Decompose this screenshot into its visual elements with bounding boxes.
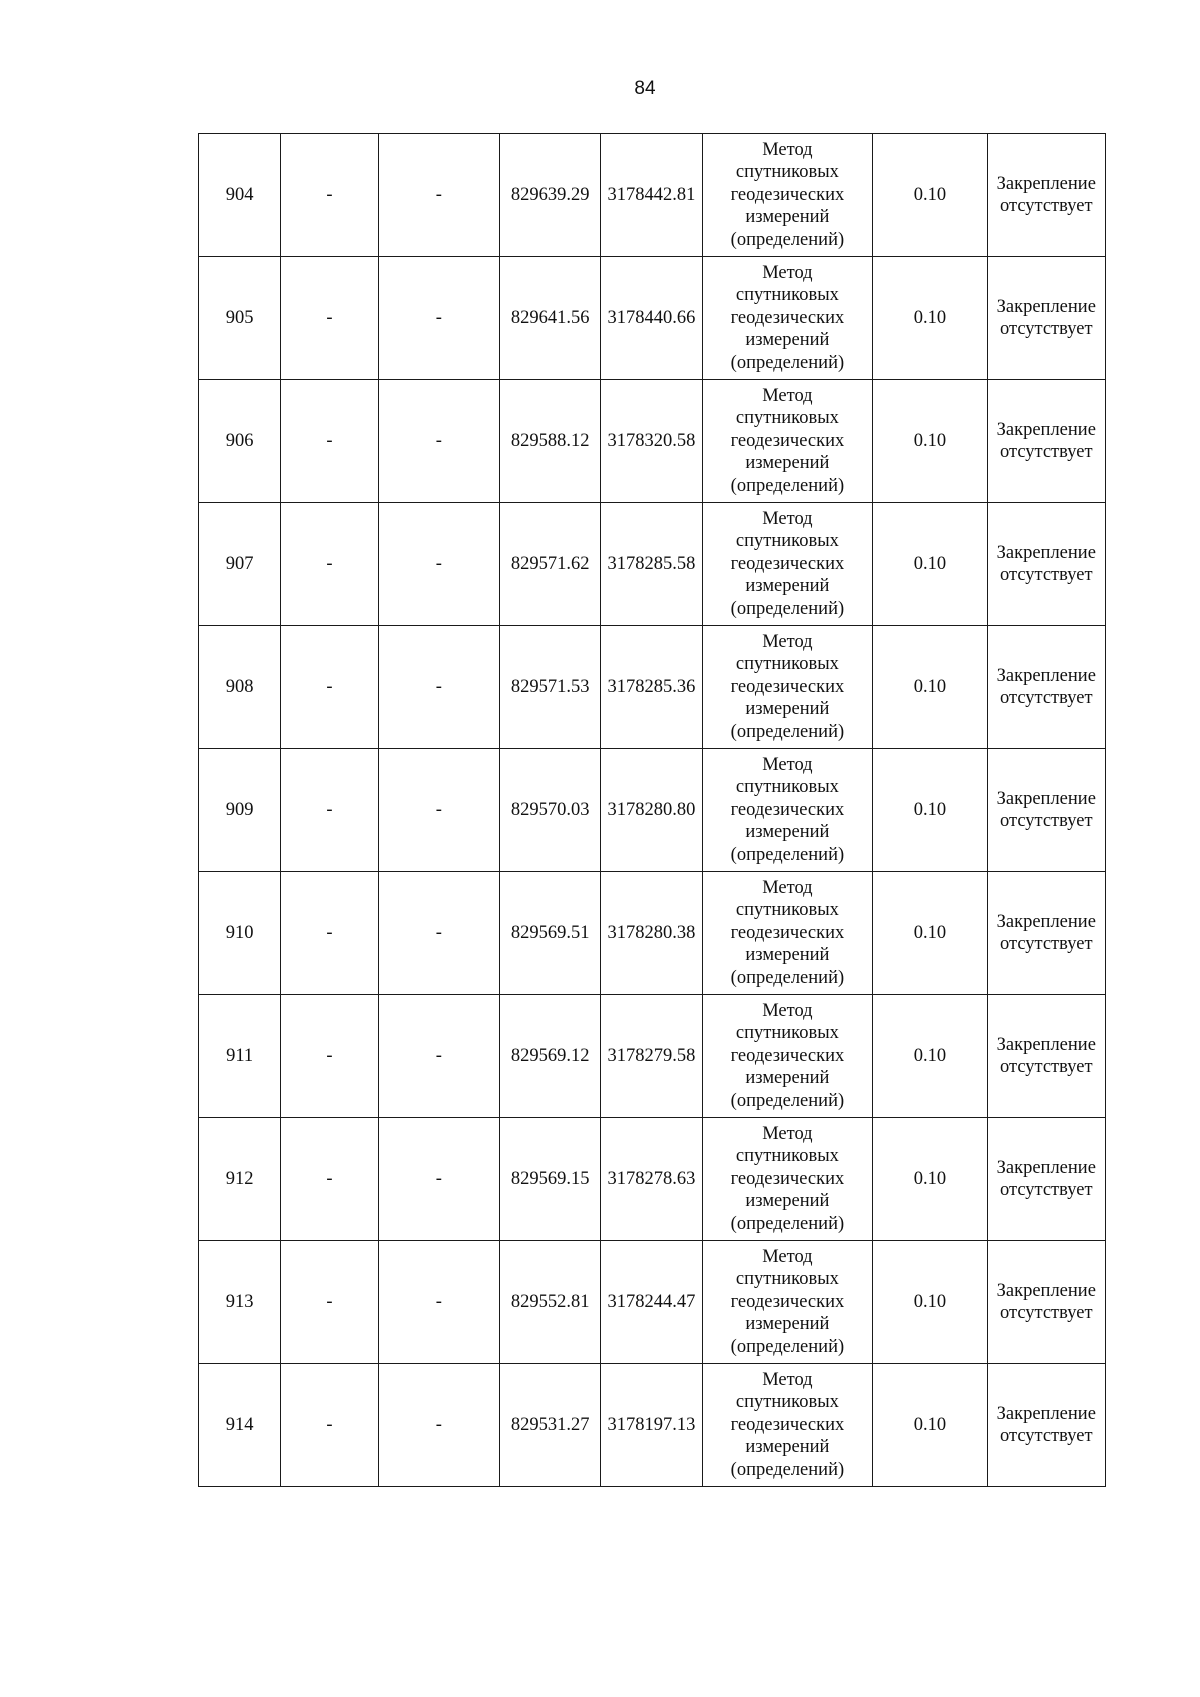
empty-value-dash: - — [281, 872, 378, 995]
method-cell-line: (определений) — [730, 721, 845, 742]
method-cell-line: спутниковых — [735, 654, 839, 675]
fixation-cell-line: Закрепление — [996, 665, 1096, 686]
coordinate-x: 829571.62 — [499, 503, 600, 626]
page-number: 84 — [634, 78, 656, 99]
point-number: 910 — [199, 872, 281, 995]
fixation-cell — [987, 257, 1105, 380]
empty-value-dash: - — [378, 134, 499, 257]
empty-value-dash: - — [378, 626, 499, 749]
fixation-cell-line: отсутствует — [1000, 688, 1093, 708]
fixation-cell — [987, 134, 1105, 257]
method-cell — [702, 134, 873, 257]
point-number: 912 — [199, 1118, 281, 1241]
method-cell-line: (определений) — [730, 352, 845, 373]
method-cell — [702, 1118, 873, 1241]
empty-value-dash: - — [378, 1241, 499, 1364]
method-cell-line: Метод — [762, 385, 813, 406]
precision-value: 0.10 — [873, 503, 987, 626]
method-cell — [702, 995, 873, 1118]
coordinate-x: 829569.12 — [499, 995, 600, 1118]
point-number: 914 — [199, 1364, 281, 1487]
method-cell-line: геодезических — [730, 553, 845, 574]
table-row — [199, 134, 1106, 257]
method-cell-line: измерений — [745, 330, 830, 351]
fixation-cell-line: отсутствует — [1000, 811, 1093, 831]
empty-value-dash: - — [281, 1118, 378, 1241]
table-row — [199, 1118, 1106, 1241]
empty-value-dash: - — [281, 1241, 378, 1364]
fixation-cell-line: Закрепление — [996, 173, 1096, 194]
method-cell — [702, 503, 873, 626]
fixation-cell — [987, 1241, 1105, 1364]
method-cell — [702, 1241, 873, 1364]
table-row — [199, 872, 1106, 995]
fixation-cell — [987, 872, 1105, 995]
fixation-cell — [987, 626, 1105, 749]
method-cell-line: (определений) — [730, 967, 845, 988]
method-cell-line: (определений) — [730, 1336, 845, 1357]
method-cell-line: Метод — [762, 508, 813, 529]
table-row — [199, 380, 1106, 503]
method-cell-line: спутниковых — [735, 777, 839, 798]
method-cell-line: геодезических — [730, 1045, 845, 1066]
method-cell-line: спутниковых — [735, 531, 839, 552]
method-cell-line: спутниковых — [735, 408, 839, 429]
fixation-cell-line: Закрепление — [996, 419, 1096, 440]
method-cell-line: геодезических — [730, 307, 845, 328]
coordinates-table — [198, 133, 1106, 1487]
precision-value: 0.10 — [873, 1241, 987, 1364]
method-cell-line: (определений) — [730, 1213, 845, 1234]
method-cell-line: Метод — [762, 1123, 813, 1144]
precision-value: 0.10 — [873, 626, 987, 749]
table-row — [199, 749, 1106, 872]
empty-value-dash: - — [281, 503, 378, 626]
table-row — [199, 995, 1106, 1118]
empty-value-dash: - — [378, 872, 499, 995]
method-cell — [702, 257, 873, 380]
empty-value-dash: - — [378, 257, 499, 380]
precision-value: 0.10 — [873, 257, 987, 380]
empty-value-dash: - — [281, 134, 378, 257]
method-cell-line: (определений) — [730, 1090, 845, 1111]
empty-value-dash: - — [281, 1364, 378, 1487]
coordinate-y: 3178279.58 — [601, 995, 702, 1118]
method-cell-line: геодезических — [730, 430, 845, 451]
coordinate-x: 829588.12 — [499, 380, 600, 503]
point-number: 906 — [199, 380, 281, 503]
empty-value-dash: - — [281, 257, 378, 380]
method-cell-line: измерений — [745, 945, 830, 966]
method-cell-line: геодезических — [730, 1291, 845, 1312]
method-cell-line: спутниковых — [735, 285, 839, 306]
method-cell-line: измерений — [745, 1314, 830, 1335]
fixation-cell-line: отсутствует — [1000, 319, 1093, 339]
fixation-cell — [987, 749, 1105, 872]
coordinate-x: 829569.15 — [499, 1118, 600, 1241]
fixation-cell-line: отсутствует — [1000, 565, 1093, 585]
fixation-cell — [987, 380, 1105, 503]
method-cell-line: Метод — [762, 139, 813, 160]
method-cell-line: Метод — [762, 1000, 813, 1021]
method-cell-line: Метод — [762, 1246, 813, 1267]
coordinate-y: 3178285.58 — [601, 503, 702, 626]
coordinate-y: 3178278.63 — [601, 1118, 702, 1241]
point-number: 904 — [199, 134, 281, 257]
point-number: 907 — [199, 503, 281, 626]
precision-value: 0.10 — [873, 134, 987, 257]
precision-value: 0.10 — [873, 872, 987, 995]
coordinate-x: 829641.56 — [499, 257, 600, 380]
method-cell — [702, 1364, 873, 1487]
method-cell-line: (определений) — [730, 1459, 845, 1480]
empty-value-dash: - — [378, 503, 499, 626]
fixation-cell-line: отсутствует — [1000, 934, 1093, 954]
coordinate-y: 3178280.38 — [601, 872, 702, 995]
fixation-cell-line: Закрепление — [996, 911, 1096, 932]
method-cell-line: измерений — [745, 453, 830, 474]
coordinate-x: 829639.29 — [499, 134, 600, 257]
method-cell-line: Метод — [762, 754, 813, 775]
table-row — [199, 503, 1106, 626]
method-cell-line: (определений) — [730, 229, 845, 250]
method-cell-line: Метод — [762, 262, 813, 283]
precision-value: 0.10 — [873, 749, 987, 872]
method-cell-line: спутниковых — [735, 1392, 839, 1413]
table-row — [199, 257, 1106, 380]
empty-value-dash: - — [378, 749, 499, 872]
empty-value-dash: - — [378, 380, 499, 503]
point-number: 909 — [199, 749, 281, 872]
method-cell-line: спутниковых — [735, 162, 839, 183]
method-cell — [702, 380, 873, 503]
method-cell-line: геодезических — [730, 799, 845, 820]
method-cell-line: (определений) — [730, 475, 845, 496]
point-number: 908 — [199, 626, 281, 749]
precision-value: 0.10 — [873, 995, 987, 1118]
table-row — [199, 1364, 1106, 1487]
fixation-cell-line: отсутствует — [1000, 1303, 1093, 1323]
point-number: 905 — [199, 257, 281, 380]
coordinate-y: 3178244.47 — [601, 1241, 702, 1364]
method-cell — [702, 626, 873, 749]
method-cell-line: (определений) — [730, 598, 845, 619]
fixation-cell — [987, 1364, 1105, 1487]
fixation-cell — [987, 1118, 1105, 1241]
point-number: 913 — [199, 1241, 281, 1364]
method-cell — [702, 749, 873, 872]
method-cell-line: измерений — [745, 576, 830, 597]
method-cell-line: Метод — [762, 877, 813, 898]
method-cell-line: измерений — [745, 699, 830, 720]
empty-value-dash: - — [378, 1118, 499, 1241]
fixation-cell-line: отсутствует — [1000, 1180, 1093, 1200]
method-cell-line: измерений — [745, 822, 830, 843]
empty-value-dash: - — [281, 749, 378, 872]
fixation-cell-line: отсутствует — [1000, 442, 1093, 462]
fixation-cell-line: Закрепление — [996, 1034, 1096, 1055]
method-cell — [702, 872, 873, 995]
coordinate-x: 829552.81 — [499, 1241, 600, 1364]
coordinate-y: 3178285.36 — [601, 626, 702, 749]
table-body — [199, 134, 1106, 1487]
method-cell-line: спутниковых — [735, 1269, 839, 1290]
fixation-cell-line: Закрепление — [996, 542, 1096, 563]
coordinate-y: 3178442.81 — [601, 134, 702, 257]
method-cell-line: измерений — [745, 1068, 830, 1089]
empty-value-dash: - — [281, 626, 378, 749]
fixation-cell-line: отсутствует — [1000, 1057, 1093, 1077]
method-cell-line: спутниковых — [735, 900, 839, 921]
coordinate-x: 829570.03 — [499, 749, 600, 872]
precision-value: 0.10 — [873, 1118, 987, 1241]
fixation-cell-line: Закрепление — [996, 1280, 1096, 1301]
coordinate-x: 829571.53 — [499, 626, 600, 749]
table-row — [199, 626, 1106, 749]
method-cell-line: измерений — [745, 1437, 830, 1458]
method-cell-line: (определений) — [730, 844, 845, 865]
fixation-cell — [987, 503, 1105, 626]
empty-value-dash: - — [281, 995, 378, 1118]
coordinate-y: 3178440.66 — [601, 257, 702, 380]
point-number: 911 — [199, 995, 281, 1118]
fixation-cell-line: Закрепление — [996, 1157, 1096, 1178]
method-cell-line: геодезических — [730, 922, 845, 943]
precision-value: 0.10 — [873, 1364, 987, 1487]
empty-value-dash: - — [378, 995, 499, 1118]
fixation-cell — [987, 995, 1105, 1118]
coordinate-x: 829531.27 — [499, 1364, 600, 1487]
fixation-cell-line: отсутствует — [1000, 196, 1093, 216]
method-cell-line: спутниковых — [735, 1146, 839, 1167]
coordinate-y: 3178320.58 — [601, 380, 702, 503]
coordinate-y: 3178197.13 — [601, 1364, 702, 1487]
method-cell-line: спутниковых — [735, 1023, 839, 1044]
method-cell-line: геодезических — [730, 676, 845, 697]
method-cell-line: геодезических — [730, 1168, 845, 1189]
precision-value: 0.10 — [873, 380, 987, 503]
method-cell-line: измерений — [745, 207, 830, 228]
method-cell-line: измерений — [745, 1191, 830, 1212]
method-cell-line: Метод — [762, 631, 813, 652]
empty-value-dash: - — [378, 1364, 499, 1487]
method-cell-line: Метод — [762, 1369, 813, 1390]
coordinate-y: 3178280.80 — [601, 749, 702, 872]
table-row — [199, 1241, 1106, 1364]
fixation-cell-line: отсутствует — [1000, 1426, 1093, 1446]
fixation-cell-line: Закрепление — [996, 1403, 1096, 1424]
empty-value-dash: - — [281, 380, 378, 503]
method-cell-line: геодезических — [730, 184, 845, 205]
fixation-cell-line: Закрепление — [996, 788, 1096, 809]
coordinate-x: 829569.51 — [499, 872, 600, 995]
method-cell-line: геодезических — [730, 1414, 845, 1435]
fixation-cell-line: Закрепление — [996, 296, 1096, 317]
